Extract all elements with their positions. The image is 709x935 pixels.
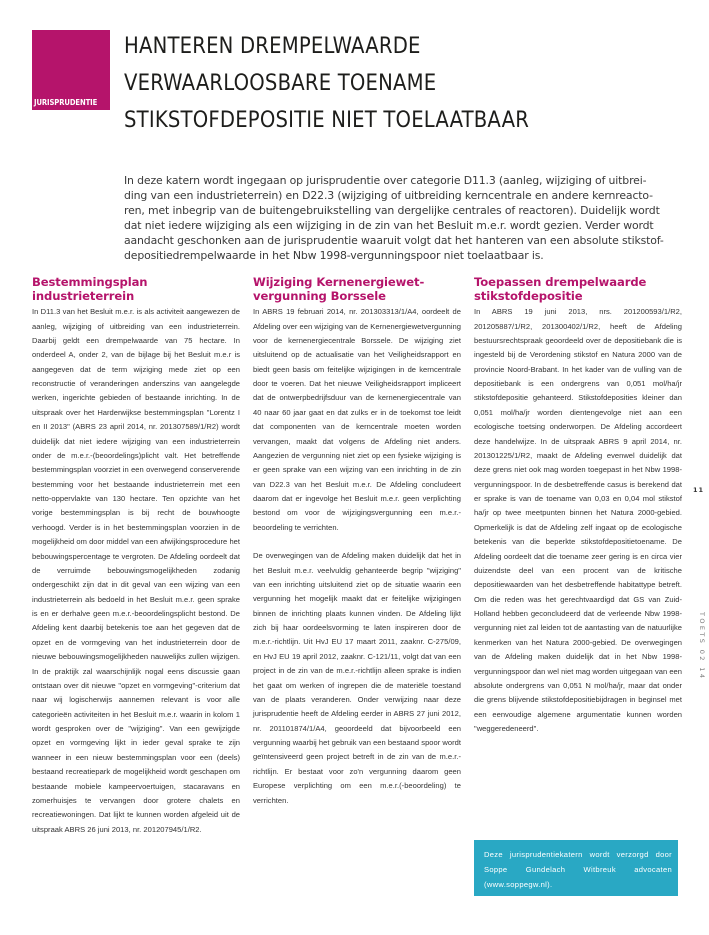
credit-box bbox=[474, 840, 678, 896]
column-bestemmingsplan bbox=[32, 276, 240, 837]
column-paragraph: In D11.3 van het Besluit m.e.r. is als activiteit aangewezen de aanleg, wijziging of uitbreiding van een industrieterrein. Daarbij geldt een drempelwaarde van 75 hectare. In onderdeel A, onder 2, van de bijlage bij het Besluit m.e.r is aangegeven dat de term wijziging mede ziet op een reconstructie of veranderingen anderszins van aangelegde werken, ingerichte gebieden of bestaande inrichting. In de uitspraak over het Harderwijkse bestemmingsplan "Lorentz I en II 2013" (ABRS 23 april 2014, nr. 201307589/1/R2) wordt duidelijk dat niet iedere wijziging van een industrieterrein onder de m.e.r.-(beoordelings)plicht valt. Het betreffende bestemmingsplan voorziet in een overwegend conserverende bestemming voor het bestaande industrieterrein met een netto-oppervlakte van 130 hectare. Ten opzichte van het vorige bestemmingsplan is bij recht de bouwhoogte verhoogd. Verder is in het bestemmingsplan voorzien in de mogelijkheid om door middel van een afwijkingsprocedure het bebouwingspercentage te vergroten. De Afdeling oordeelt dat de verruimde bebouwingsmogelijkheden zodanig ondergeschikt zijn dat in dit geval van een wijzing van een industrieterrein als bedoeld in het Besluit m.e.r. geen sprake is en er derhalve geen m.e.r.-beoordelingsplicht bestond. De Afdeling kent daarbij betekenis toe aan het gegeven dat de opzet en de vormgeving van het industrieterrein door de nieuwe bebouwingsmogelijkheden nauwelijks zullen wijzigen. In de praktijk zal waarschijnlijk nogal eens discussie gaan ontstaan over dit nieuwe "opzet en vormgeving"-criterium dat naar wij logischerwijs aannemen relevant is voor alle categorieën activiteiten in het Besluit m.e.r. waarin in kolom 1 wordt gesproken over de "wijziging". Van een gewijzigde opzet en vormgeving lijkt in ieder geval sprake te zijn wanneer in een nieuw bestemmingsplan voor een (deels) bestaand recreatiepark de mogelijkheid wordt geschapen om bestaande mobiele kampeervoertuigen, stacaravans en zomerhuisjes te vervangen door grotere chalets en recreatiewoningen. Dat lijkt te kunnen worden afgeleid uit de uitspraak ABRS 26 juni 2013, nr. 201207945/1/R2. bbox=[32, 307, 240, 834]
column-paragraph: In ABRS 19 juni 2013, nrs. 201200593/1/R2, 201205887/1/R2, 201300402/1/R2, heeft de Afdeling bestuursrechtspraak geoordeeld over de depositiebank die is ingesteld bij de Verordening stikstof en Natura 2000 van de provincie Noord-Brabant. In het kader van de vulling van de depositiebank is een ondergrens van 0,051 mol/ha/jr stikstofdepositie gehanteerd. Stikstofdeposities kleiner dan 0,051 mol/ha/jr worden dientengevolge niet aan een ecologische toetsing onderworpen. De Afdeling accordeert deze handelwijze. In de uitspraak ABRS 9 april 2014, nr. 201301225/1/R2, maakt de Afdeling evenwel duidelijk dat deze grens niet ook mag worden toegepast in het Nbw 1998-vergunningspoor. In de desbetreffende casus is berekend dat er sprake is van de toename van 0,03 en 0,04 mol stikstof ha/jr op twee meetpunten binnen het Natura 2000-gebied. Opmerkelijk is dat de Afdeling zelf ingaat op de ecologische betekenis van die beperkte stikstofdepositietoename. De Afdeling oordeelt dat die toename zeer gering is en circa vier duizendste deel van een procent van de kritische depositiewaarden van het desbetreffende habitattype betreft. Om die reden was het gerechtvaardigd dat GS van Zuid-Holland hebben geconcludeerd dat de verleende Nbw 1998-vergunning niet zal leiden tot de aantasting van de natuurlijke kenmerken van het Natura 2000-gebied. De overwegingen van de Afdeling maken duidelijk dat in het Nbw 1998-vergunningspoor dan wel niet mag worden uitgegaan van een absolute ondergrens van 0,051 N mol/ha/jr, maar dat onder die grens blijvende stikstofdepositiebijdragen in beginsel met een eenvoudige algemene argumentatie kunnen worden "weggeredeneerd". bbox=[474, 307, 682, 734]
credit-text: Deze jurisprudentiekatern wordt verzorgd door Soppe Gundelach Witbreuk advocaten (www.soppegw.nl). bbox=[484, 850, 672, 889]
running-footer: TOETS 02 14 bbox=[698, 612, 706, 681]
intro-line: ding van een industrieterrein) en D22.3 (wijziging of uitbreiding kerncentrale en andere kernreacto- bbox=[124, 189, 653, 203]
article-title bbox=[124, 28, 677, 139]
intro-line: In deze katern wordt ingegaan op jurisprudentie over categorie D11.3 (aanleg, wijziging of uitbrei- bbox=[124, 174, 647, 187]
section-badge bbox=[32, 30, 110, 110]
title-line: VERWAARLOOSBARE TOENAME bbox=[124, 70, 437, 96]
column-stikstofdepositie bbox=[474, 276, 682, 736]
intro-line: aandacht geschonken aan de jurisprudentie waaruit volgt dat het hanteren van een absolute stikstof- bbox=[124, 234, 664, 248]
column-kernenergiewet bbox=[253, 276, 461, 808]
title-line: HANTEREN DREMPELWAARDE bbox=[124, 33, 421, 59]
column-heading: Wijziging Kernenergiewet-vergunning Borssele bbox=[253, 275, 425, 303]
page-number: 11 bbox=[693, 486, 705, 494]
intro-line: dat niet iedere wijziging als een wijziging in de zin van het Besluit m.e.r. wordt gezien. Verder wordt bbox=[124, 219, 654, 233]
intro-line: ren, met inbegrip van de buitengebruikstelling van dergelijke centrales of reactoren). Duidelijk wordt bbox=[124, 204, 660, 218]
section-label: JURISPRUDENTIE bbox=[34, 98, 98, 107]
column-heading: Bestemmingsplan industrieterrein bbox=[32, 275, 148, 303]
intro-line: depositiedrempelwaarde in het Nbw 1998-vergunningspoor niet toelaatbaar is. bbox=[124, 249, 544, 263]
intro-paragraph bbox=[124, 173, 679, 264]
title-line: STIKSTOFDEPOSITIE NIET TOELAATBAAR bbox=[124, 107, 530, 133]
column-heading: Toepassen drempelwaarde stikstofdepositie bbox=[474, 275, 647, 303]
column-paragraph: De overwegingen van de Afdeling maken duidelijk dat het in het Besluit m.e.r. veelvuldig gehanteerde begrip "wijziging" van een inrichting uitsluitend ziet op de situatie waarin een vergunning het mogelijk maakt dat er feitelijke wijzigingen binnen de inrichting plaats kunnen vinden. De Afdeling lijkt zich bij haar oordeelsvorming te laten inspireren door de m.e.r.-richtlijn. Uit HvJ EU 17 maart 2011, zaaknr. C-275/09, en HvJ EU 19 april 2012, zaaknr. C-121/11, volgt dat van een project in de zin van de m.e.r.-richtlijn alleen sprake is indien het gaat om werken of ingrepen die de materiële toestand van de plaats veranderen. Onder verwijzing naar deze jurisprudentie heeft de Afdeling eerder in ABRS 27 juni 2012, nr. 201101874/1/A4, geoordeeld dat bijvoorbeeld een vergunning waarbij het gebruik van een bestaand spoor wordt geïntensiveerd geen project betreft in de zin van de m.e.r.-richtlijn. Er bestaat voor zo'n vergunning daarom geen Europese verplichting om een m.e.r.(-beoordeling) te verrichten. bbox=[253, 551, 461, 805]
column-paragraph: In ABRS 19 februari 2014, nr. 201303313/1/A4, oordeelt de Afdeling over een wijziging van de Kernenergiewetvergunning voor de kernenergiecentrale Borssele. De wijziging ziet uitsluitend op de actualisatie van het Veiligheidsrapport en biedt geen basis om feitelijke wijzigingen in de kerncentrale door te voeren. Dat het nieuwe Veiligheidsrapport impliceert dat de ontwerpbedrijfsduur van de kernenergiecentrale van 40 naar 60 jaar gaat en dat zulks er in de toekomst toe leidt dat componenten van de kerncentrale moeten worden vervangen, maakt dat volgens de Afdeling niet anders. Aangezien de vergunning niet ziet op een fysieke wijziging is er geen sprake van een wijzing van een inrichting in de zin van D22.3 van het Besluit m.e.r. De Afdeling concludeert daarom dat er ingevolge het Besluit m.e.r. geen verplichting bestond om voor de wijzigingsvergunning een m.e.r.-beoordeling te verrichten. bbox=[253, 307, 461, 532]
